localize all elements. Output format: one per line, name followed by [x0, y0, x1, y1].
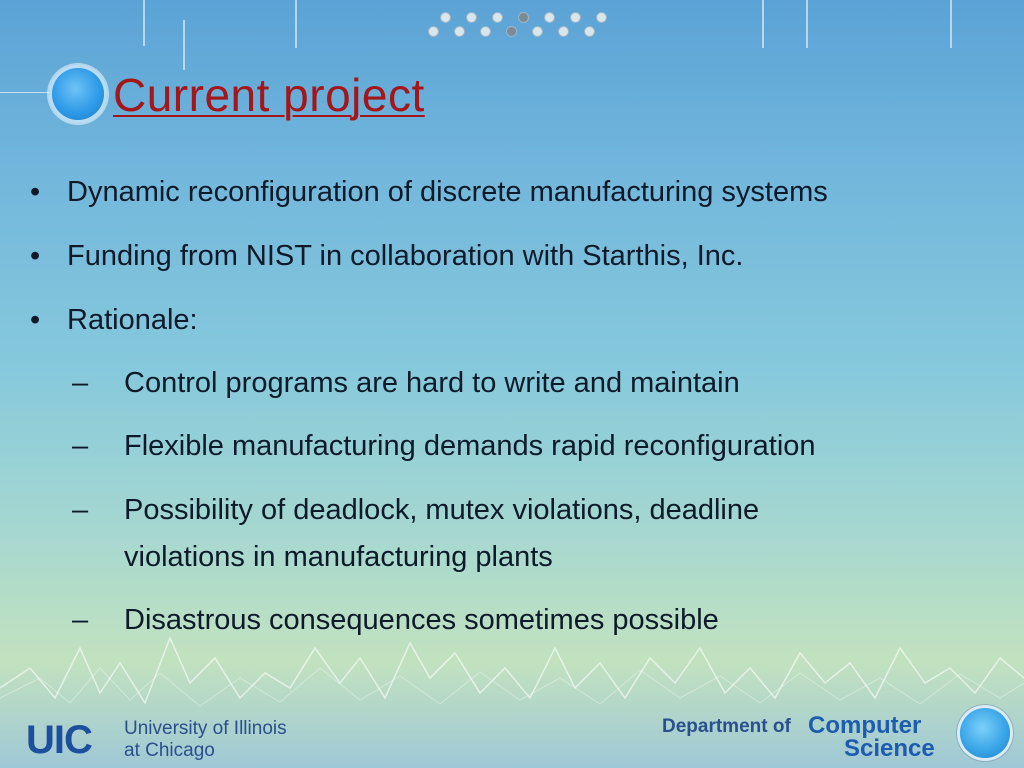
- sub-bullet-text: Possibility of deadlock, mutex violations, deadline: [124, 494, 760, 526]
- sub-bullet-text: Disastrous consequences sometimes possible: [124, 604, 719, 636]
- decor-horizontal-line: [0, 92, 60, 93]
- university-name-line1: University of Illinois: [124, 718, 287, 739]
- decor-line: [762, 0, 764, 48]
- department-name-line2: Science: [844, 735, 935, 762]
- bullet-text: Rationale:: [67, 304, 198, 336]
- sub-bullet-marker: –: [72, 430, 89, 462]
- university-name-line2: at Chicago: [124, 740, 215, 761]
- department-name-line1: Computer: [808, 712, 922, 739]
- decor-line: [806, 0, 808, 48]
- department-logo-icon: [960, 708, 1010, 758]
- decor-dot-pattern: [426, 12, 616, 42]
- bullet-text: Funding from NIST in collaboration with Starthis, Inc.: [67, 240, 744, 272]
- slide-title: Current project: [113, 69, 425, 121]
- decor-line: [950, 0, 952, 48]
- decor-line: [295, 0, 297, 48]
- sub-bullet-text: Flexible manufacturing demands rapid reconfiguration: [124, 430, 816, 462]
- sub-bullet-marker: –: [72, 494, 89, 526]
- title-bullet-icon: [52, 68, 104, 120]
- decor-waveform: [0, 628, 1024, 708]
- sub-bullet-text: Control programs are hard to write and maintain: [124, 367, 740, 399]
- uic-logo: UIC: [26, 718, 92, 762]
- sub-bullet-marker: –: [72, 367, 89, 399]
- bullet-marker: •: [30, 176, 41, 208]
- bullet-marker: •: [30, 240, 41, 272]
- sub-bullet-text-continued: violations in manufacturing plants: [124, 541, 553, 573]
- sub-bullet-marker: –: [72, 604, 89, 636]
- bullet-text: Dynamic reconfiguration of discrete manufacturing systems: [67, 176, 828, 208]
- decor-line: [143, 0, 145, 46]
- bullet-marker: •: [30, 304, 41, 336]
- department-prefix: Department of: [662, 716, 791, 737]
- decor-line: [183, 20, 185, 70]
